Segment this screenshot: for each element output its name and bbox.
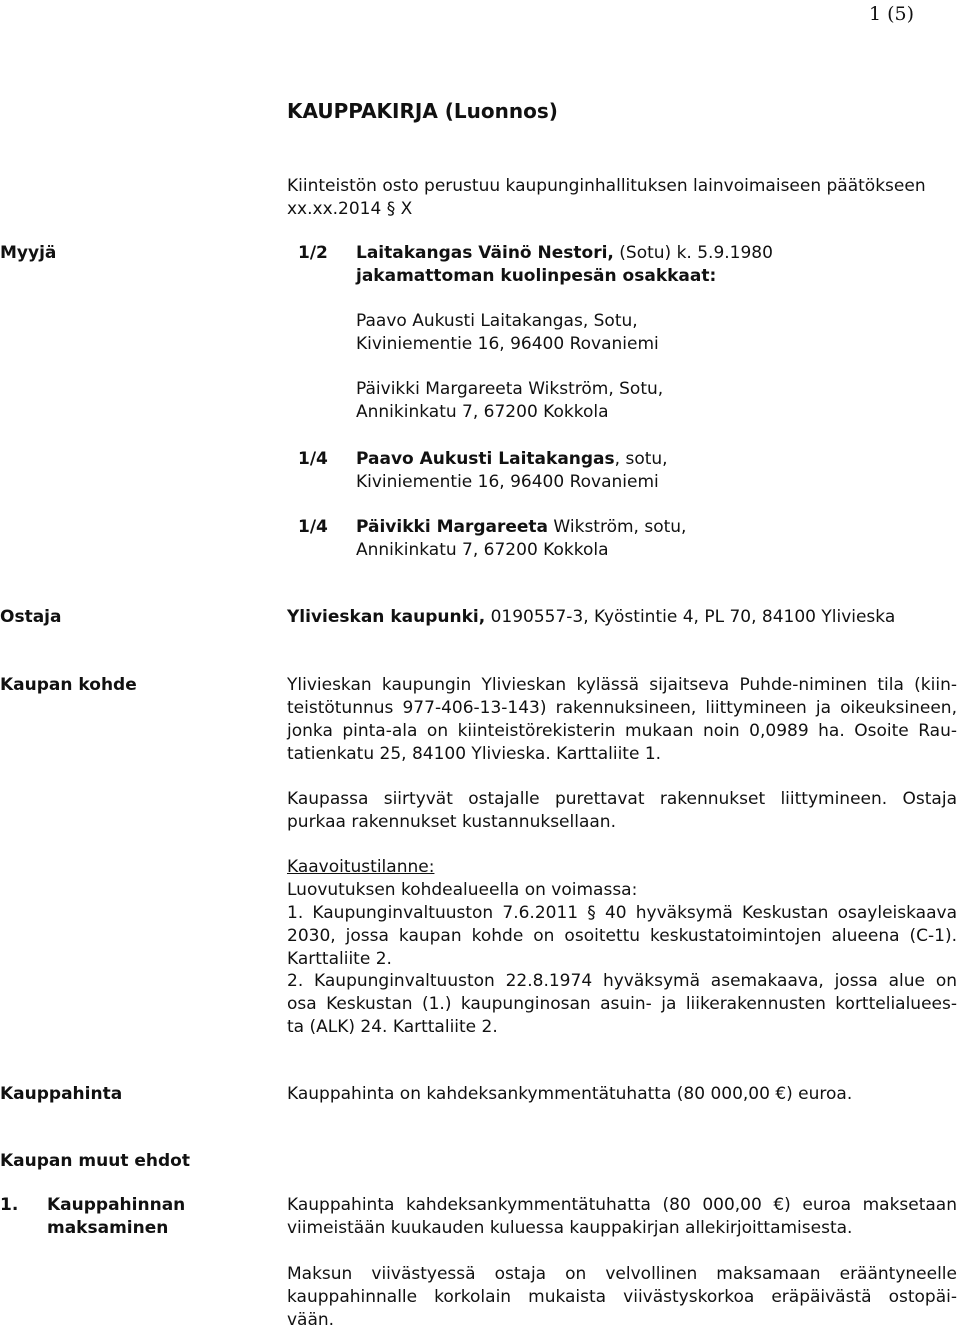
seller-share-1: 1/2 (298, 243, 328, 263)
intro-line-1: Kiinteistön osto perustuu kaupunginhallituksen lainvoimaiseen päätökseen (287, 176, 926, 196)
estate-heading: jakamattoman kuolinpesän osakkaat: (356, 266, 717, 286)
term-1-payment-line: viimeistään kuukauden kuluessa kauppakirjan allekirjoittamisesta. (287, 1218, 853, 1238)
zoning-item-1-line: 1. Kaupunginvaltuuston 7.6.2011 § 40 hyväksymä Keskustan osayleiskaava (287, 903, 957, 923)
seller-share-3-details: Wikström, sotu, (548, 517, 687, 537)
object-label: Kaupan kohde (0, 675, 137, 695)
object-description-line: teistötunnus 977-406-13-143) rakennuksineen, liittymineen ja oikeuksineen, (287, 698, 957, 718)
heir-1-name: Paavo Aukusti Laitakangas, Sotu, (356, 311, 638, 331)
page-number: 1 (5) (868, 3, 914, 25)
seller-share-1-name: Laitakangas Väinö Nestori, (356, 243, 614, 263)
intro-line-2: xx.xx.2014 § X (287, 199, 413, 219)
zoning-intro: Luovutuksen kohdealueella on voimassa: (287, 880, 638, 900)
seller-share-2-details: , sotu, (614, 449, 668, 469)
object-description-line: tatienkatu 25, 84100 Ylivieska. Karttaliite 1. (287, 744, 662, 764)
seller-share-3-line (356, 516, 686, 539)
term-1-label-line-2: maksaminen (47, 1218, 169, 1238)
term-1-label-line-1: Kauppahinnan (47, 1195, 186, 1215)
buyer-label: Ostaja (0, 607, 62, 627)
seller-share-2-line (356, 448, 668, 471)
zoning-item-2-line: 2. Kaupunginvaltuuston 22.8.1974 hyväksymä asemakaava, jossa alue on (287, 971, 957, 991)
other-terms-label: Kaupan muut ehdot (0, 1151, 190, 1171)
term-1-late-payment (287, 1263, 957, 1332)
term-1-late-payment-line: Maksun viivästyessä ostaja on velvollinen maksamaan erääntyneelle (287, 1264, 957, 1284)
seller-share-3-address: Annikinkatu 7, 67200 Kokkola (356, 540, 609, 560)
object-description (287, 674, 957, 766)
term-1-late-payment-line: kauppahinnalle korkolain mukaista viivästyskorkoa eräpäivästä ostopäi- (287, 1287, 957, 1307)
zoning-item-1-line: Karttaliite 2. (287, 949, 392, 969)
object-buildings-line: purkaa rakennukset kustannuksellaan. (287, 812, 616, 832)
heir-2-name: Päivikki Margareeta Wikström, Sotu, (356, 379, 664, 399)
buyer-line (287, 606, 895, 629)
buyer-details: 0190557-3, Kyöstintie 4, PL 70, 84100 Ylivieska (485, 607, 896, 627)
term-1-late-payment-line: vään. (287, 1310, 335, 1330)
zoning-item-2-line: ta (ALK) 24. Karttaliite 2. (287, 1017, 498, 1037)
seller-share-3-name: Päivikki Margareeta (356, 517, 549, 537)
seller-share-3: 1/4 (298, 517, 328, 537)
zoning-heading: Kaavoitustilanne: (287, 857, 435, 877)
buyer-name: Ylivieskan kaupunki, (287, 607, 486, 627)
seller-share-2-name: Paavo Aukusti Laitakangas (356, 449, 615, 469)
seller-share-1-line (356, 242, 773, 265)
zoning-item-2 (287, 970, 957, 1039)
price-label: Kauppahinta (0, 1084, 123, 1104)
seller-share-2-address: Kiviniementie 16, 96400 Rovaniemi (356, 472, 659, 492)
heir-1-address: Kiviniementie 16, 96400 Rovaniemi (356, 334, 659, 354)
seller-share-2: 1/4 (298, 449, 328, 469)
seller-label: Myyjä (0, 243, 57, 263)
object-description-line: jonka pinta-ala on kiinteistörekisterin mukaan noin 0,0989 ha. Osoite Rau- (287, 721, 957, 741)
object-buildings (287, 788, 957, 834)
heir-2-address: Annikinkatu 7, 67200 Kokkola (356, 402, 609, 422)
zoning-item-2-line: osa Keskustan (1.) kaupunginosan asuin- ja liikerakennusten korttelialuees- (287, 994, 957, 1014)
document-title: KAUPPAKIRJA (Luonnos) (287, 99, 558, 123)
term-1-payment-line: Kauppahinta kahdeksankymmentätuhatta (80 000,00 €) euroa maksetaan (287, 1195, 957, 1215)
object-buildings-line: Kaupassa siirtyvät ostajalle purettavat rakennukset liittymineen. Ostaja (287, 789, 957, 809)
zoning-item-1-line: 2030, jossa kaupan kohde on osoitettu keskustatoimintojen alueena (C-1). (287, 926, 957, 946)
term-1-payment (287, 1194, 957, 1240)
price-text: Kauppahinta on kahdeksankymmentätuhatta (80 000,00 €) euroa. (287, 1084, 853, 1104)
object-description-line: Ylivieskan kaupungin Ylivieskan kylässä sijaitseva Puhde-niminen tila (kiin- (287, 675, 957, 695)
term-1-number: 1. (0, 1195, 19, 1215)
zoning-item-1 (287, 902, 957, 971)
seller-share-1-details: (Sotu) k. 5.9.1980 (613, 243, 773, 263)
